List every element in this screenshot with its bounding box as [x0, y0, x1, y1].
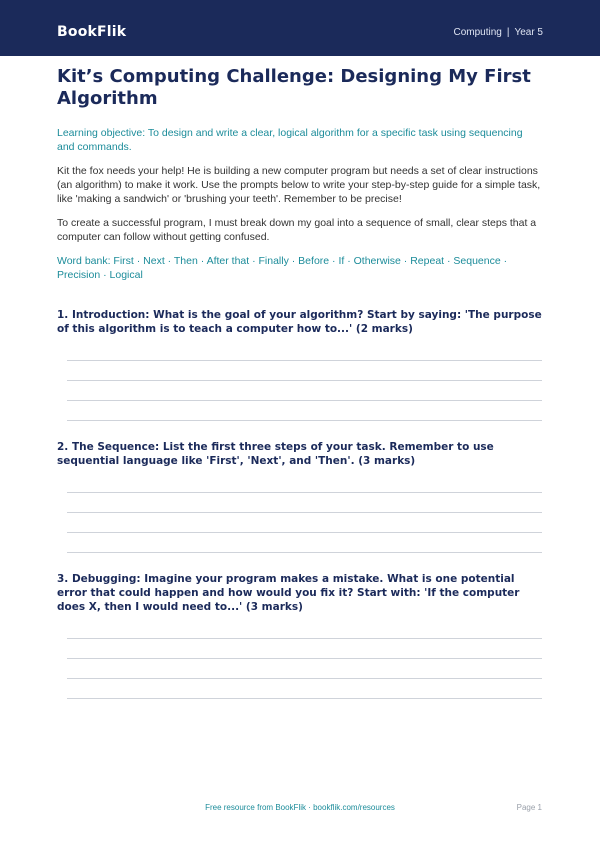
footer-source-link[interactable]: Free resource from BookFlik · bookflik.com/resources [205, 803, 395, 812]
answer-line[interactable] [67, 512, 542, 513]
answer-line[interactable] [67, 420, 542, 421]
worksheet-content [57, 66, 542, 718]
intro-paragraph: Kit the fox needs your help! He is building a new computer program but needs a set of clear instructions (an algorithm) to make it work. Use the prompts below to write your step-by-step guide for a simple task, like 'making a sandwich' or 'brushing your teeth'. Remember to be precise! [57, 165, 541, 205]
page-number: Page 1 [516, 803, 542, 812]
answer-lines-3 [67, 638, 542, 699]
answer-line[interactable] [67, 638, 542, 639]
answer-line[interactable] [67, 678, 542, 679]
answer-lines-2 [67, 492, 542, 553]
answer-line[interactable] [67, 658, 542, 659]
subject-separator: | [506, 27, 510, 38]
question-1-text: 1. Introduction: What is the goal of your algorithm? Start by saying: 'The purpose of this algorithm is to teach a computer how to...' (2 marks) [57, 309, 542, 335]
question-2 [57, 440, 542, 553]
year-label: Year 5 [514, 27, 543, 38]
answer-line[interactable] [67, 360, 542, 361]
question-1 [57, 308, 542, 421]
answer-lines-1 [67, 360, 542, 421]
answer-line[interactable] [67, 698, 542, 699]
question-3-text: 3. Debugging: Imagine your program makes a mistake. What is one potential error that could happen and how would you fix it? Start with: 'If the computer does X, then I would need to...' (3 marks) [57, 573, 520, 613]
answer-line[interactable] [67, 400, 542, 401]
answer-line[interactable] [67, 552, 542, 553]
question-3 [57, 572, 542, 699]
page-footer [0, 802, 600, 814]
question-2-text: 2. The Sequence: List the first three steps of your task. Remember to use sequential language like 'First', 'Next', and 'Then'. (3 marks) [57, 441, 494, 467]
word-bank: Word bank: First · Next · Then · After that · Finally · Before · If · Otherwise · Repeat · Sequence · Precision · Logical [57, 255, 508, 281]
worksheet-title: Kit’s Computing Challenge: Designing My First Algorithm [57, 66, 531, 109]
brand-logo: BookFlik [57, 24, 127, 40]
page-header [0, 0, 600, 56]
goal-paragraph: To create a successful program, I must break down my goal into a sequence of small, clear steps that a computer can follow without getting confused. [57, 217, 537, 243]
subject-year-label [453, 26, 543, 40]
answer-line[interactable] [67, 532, 542, 533]
answer-line[interactable] [67, 492, 542, 493]
learning-objective: Learning objective: To design and write a clear, logical algorithm for a specific task using sequencing and commands. [57, 127, 523, 153]
subject-label: Computing [453, 27, 502, 38]
answer-line[interactable] [67, 380, 542, 381]
